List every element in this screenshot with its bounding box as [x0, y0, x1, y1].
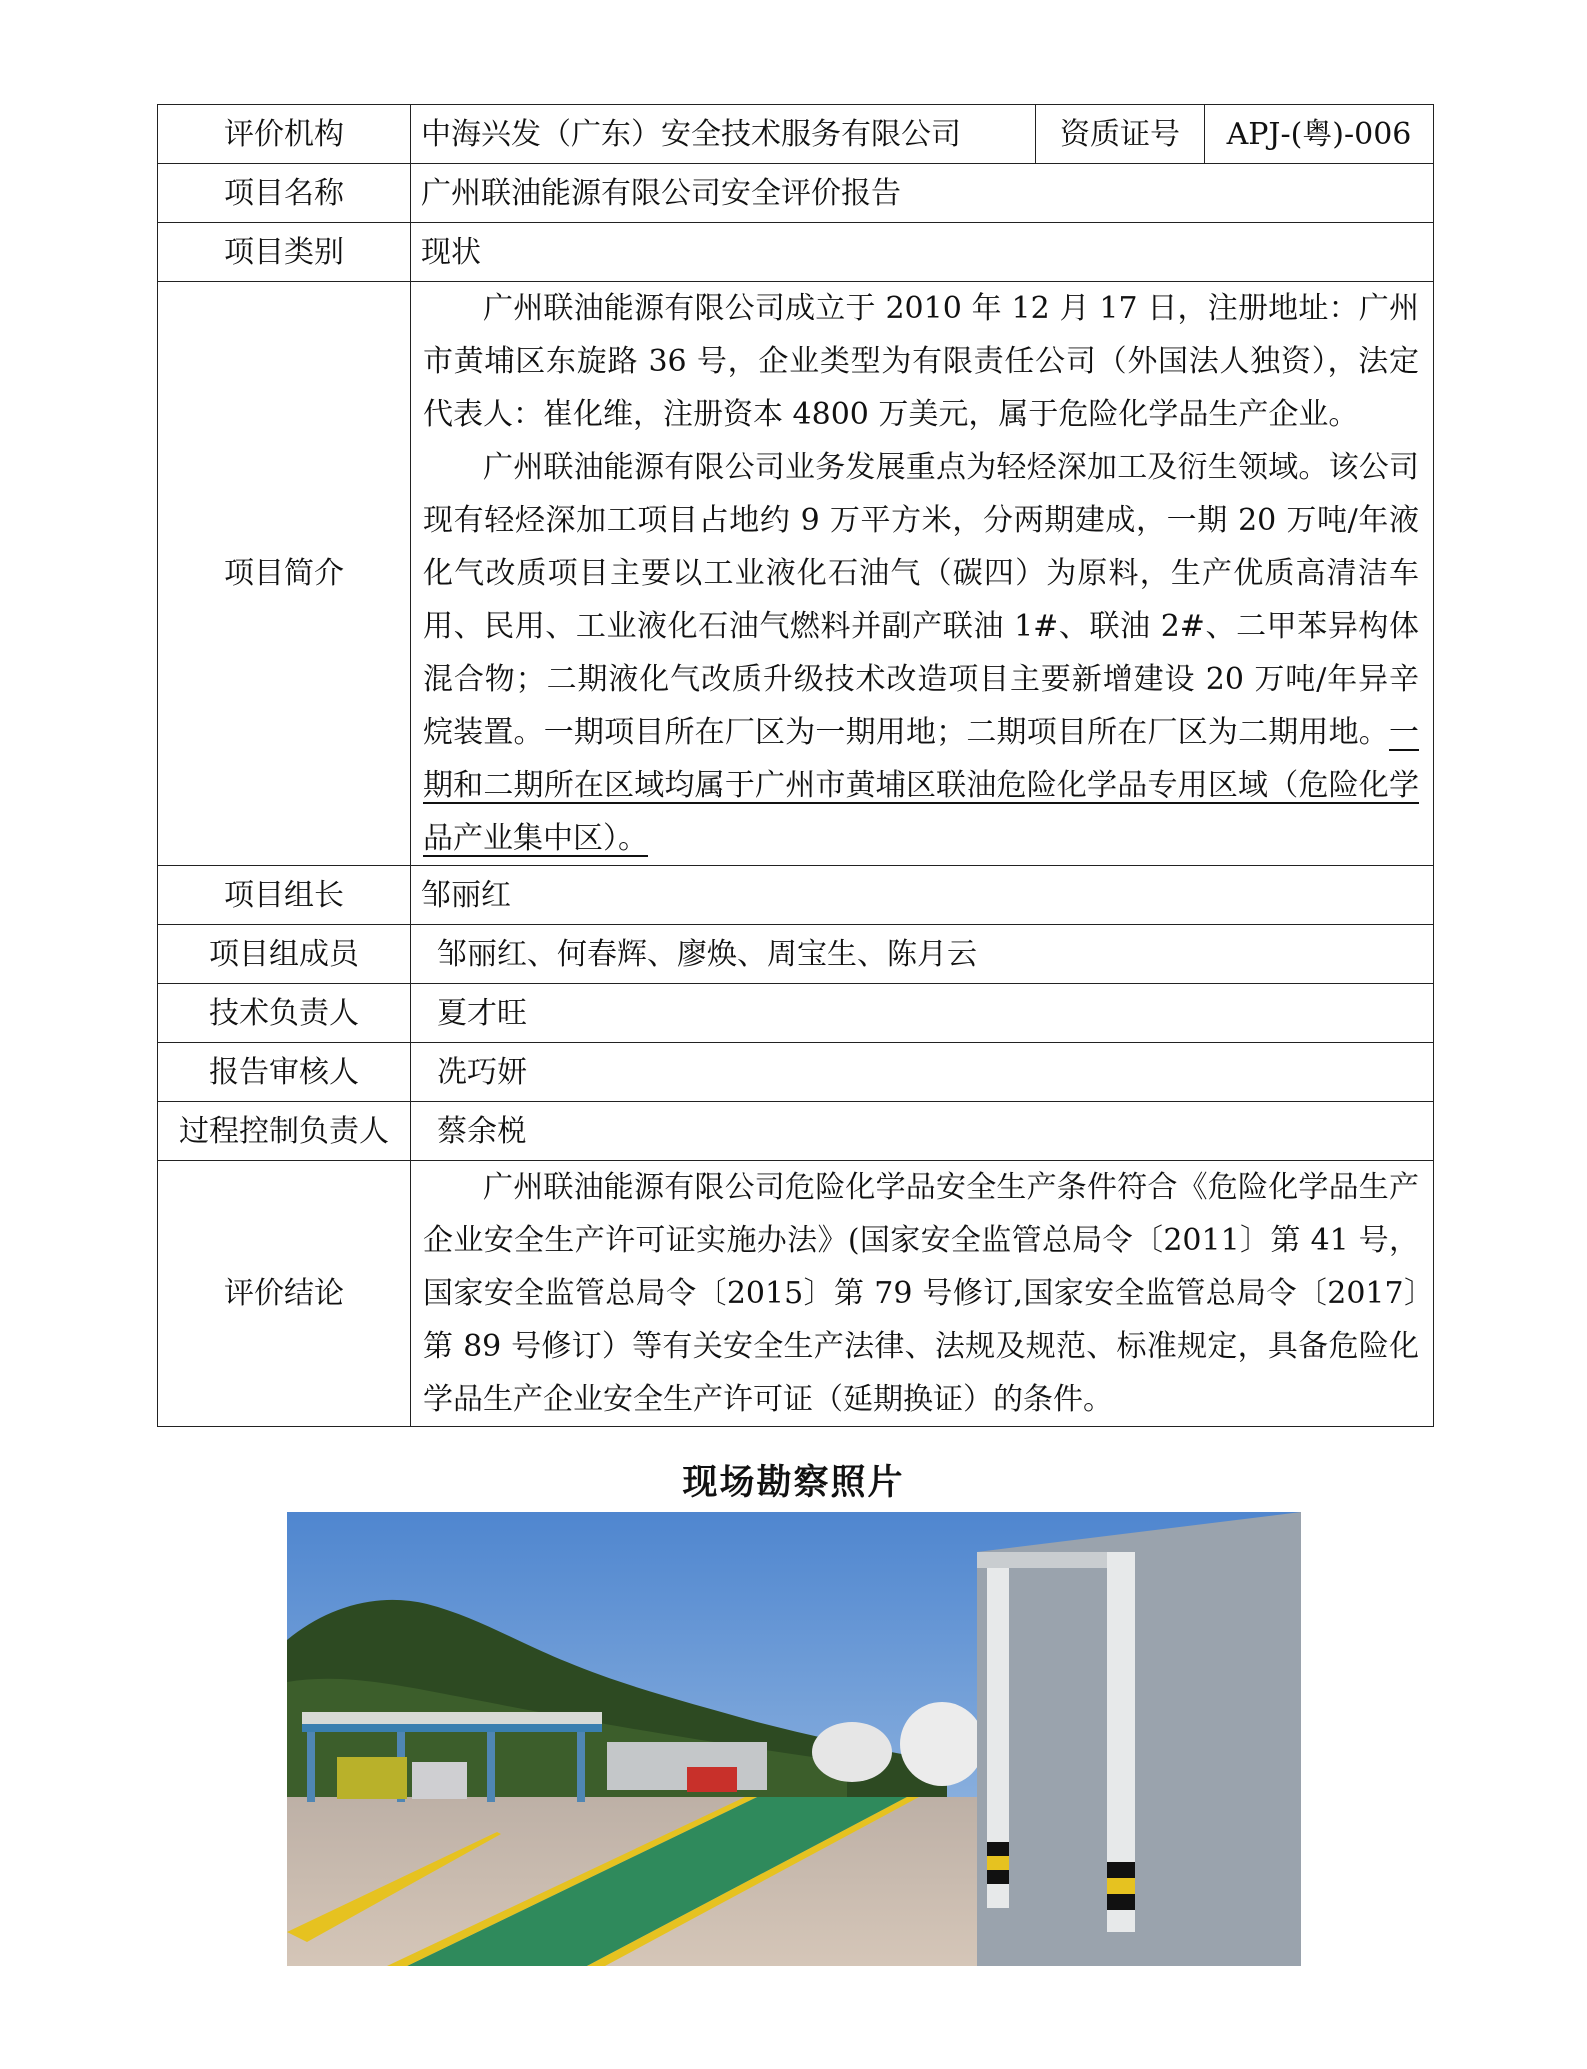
- row-tech: [158, 984, 1434, 1043]
- intro-label: 项目简介: [158, 282, 411, 866]
- row-reviewer: [158, 1043, 1434, 1102]
- intro-paragraph-2: [423, 441, 1419, 865]
- row-process: [158, 1102, 1434, 1161]
- name-label: 项目名称: [158, 164, 411, 223]
- conclusion-label: 评价结论: [158, 1161, 411, 1427]
- truck: [337, 1757, 407, 1799]
- reviewer-value: 冼巧妍: [411, 1043, 1434, 1102]
- intro-paragraph-2-text: 广州联油能源有限公司业务发展重点为轻烃深加工及衍生领域。该公司现有轻烃深加工项目占地约 9 万平方米，分两期建成，一期 20 万吨/年液化气改质项目主要以工业液化石油气（碳四）为原料，生产优质高清洁车用、民用、工业液化石油气燃料并副产联油 1#、联油 2#、二甲苯异构体混合物；二期液化气改质升级技术改造项目主要新增建设 20 万吨/年异辛烷装置。一期项目所在厂区为一期用地；二期项目所在厂区为二期用地。: [423, 450, 1419, 750]
- site-survey-photo: [287, 1512, 1301, 1966]
- canopy-roof: [302, 1712, 602, 1726]
- intro-underlined-text: 一期和二期所在区域均属于广州市黄埔区联油危险化学品专用区域（危险化学品产业集中区）。: [423, 715, 1419, 856]
- row-leader: [158, 866, 1434, 925]
- leader-label: 项目组长: [158, 866, 411, 925]
- reviewer-label: 报告审核人: [158, 1043, 411, 1102]
- site-photo-illustration: [287, 1512, 1301, 1966]
- name-value: 广州联油能源有限公司安全评价报告: [411, 164, 1434, 223]
- conclusion-value: [411, 1161, 1434, 1427]
- process-value: 蔡余棁: [411, 1102, 1434, 1161]
- row-members: [158, 925, 1434, 984]
- row-org: [158, 105, 1434, 164]
- members-label: 项目组成员: [158, 925, 411, 984]
- type-value: 现状: [411, 223, 1434, 282]
- spherical-tank: [900, 1702, 984, 1786]
- tech-label: 技术负责人: [158, 984, 411, 1043]
- members-value: 邹丽红、何春辉、廖焕、周宝生、陈月云: [411, 925, 1434, 984]
- cert-value: APJ-(粤)-006: [1205, 105, 1434, 164]
- conclusion-paragraph: 广州联油能源有限公司危险化学品安全生产条件符合《危险化学品生产企业安全生产许可证实施办法》(国家安全监管总局令〔2011〕第 41 号，国家安全监管总局令〔2015〕第 79 号修订,国家安全监管总局令〔2017〕第 89 号修订）等有关安全生产法律、法规及规范、标准规定，具备危险化学品生产企业安全生产许可证（延期换证）的条件。: [423, 1170, 1419, 1417]
- tech-value: 夏才旺: [411, 984, 1434, 1043]
- row-intro: [158, 282, 1434, 866]
- row-name: [158, 164, 1434, 223]
- report-info-table: [157, 104, 1434, 1427]
- row-type: [158, 223, 1434, 282]
- org-label: 评价机构: [158, 105, 411, 164]
- intro-value: [411, 282, 1434, 866]
- org-value: 中海兴发（广东）安全技术服务有限公司: [411, 105, 1036, 164]
- type-label: 项目类别: [158, 223, 411, 282]
- spherical-tank: [812, 1722, 892, 1782]
- process-label: 过程控制负责人: [158, 1102, 411, 1161]
- leader-value: 邹丽红: [411, 866, 1434, 925]
- intro-paragraph-1: 广州联油能源有限公司成立于 2010 年 12 月 17 日，注册地址：广州市黄埔区东旋路 36 号，企业类型为有限责任公司（外国法人独资），法定代表人：崔化维，注册资本 4800 万美元，属于危险化学品生产企业。: [423, 291, 1419, 432]
- cert-label: 资质证号: [1036, 105, 1205, 164]
- row-conclusion: [158, 1161, 1434, 1427]
- photo-section-title: 现场勘察照片: [682, 1463, 905, 1503]
